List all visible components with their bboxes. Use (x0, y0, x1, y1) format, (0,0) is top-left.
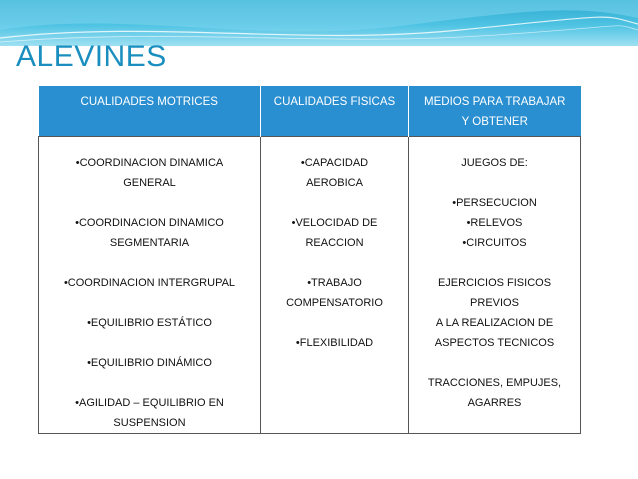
list-item: •COORDINACION DINAMICA (75, 157, 224, 169)
header-physical-qualities-label: CUALIDADES FISICAS (273, 96, 396, 108)
list-item: GENERAL (123, 177, 176, 189)
header-means-line1: MEDIOS PARA TRABAJAR (424, 96, 566, 108)
motor-qualities-cell (39, 137, 261, 434)
spacer (413, 253, 576, 273)
list-item: COMPENSATORIO (286, 297, 383, 309)
header-motor-qualities (39, 86, 261, 137)
list-item: •EQUILIBRIO DINÁMICO (87, 357, 212, 369)
header-physical-qualities (261, 86, 409, 137)
list-item: EJERCICIOS FISICOS PREVIOS (437, 277, 552, 309)
list-item: SEGMENTARIA (109, 237, 190, 249)
list-item: A LA REALIZACION DE (435, 317, 554, 329)
spacer (265, 193, 404, 213)
header-motor-qualities-label: CUALIDADES MOTRICES (80, 96, 218, 108)
list-item: •TRABAJO (307, 277, 362, 289)
slide-title: ALEVINES (16, 40, 167, 73)
spacer (43, 253, 256, 273)
list-item: •COORDINACION INTERGRUPAL (63, 277, 236, 289)
list-item: TRACCIONES, EMPUJES, (427, 377, 562, 389)
spacer (413, 353, 576, 373)
spacer (43, 293, 256, 313)
table-header-row (39, 86, 581, 137)
list-item: •FLEXIBILIDAD (295, 337, 374, 349)
spacer (43, 373, 256, 393)
spacer (43, 193, 256, 213)
physical-qualities-cell (261, 137, 409, 434)
list-item: •EQUILIBRIO ESTÁTICO (87, 317, 212, 329)
qualities-table (38, 86, 581, 434)
list-item: •AGILIDAD – EQUILIBRIO EN (75, 397, 224, 409)
list-item: AGARRES (467, 397, 522, 409)
list-item: •CAPACIDAD (300, 157, 369, 169)
means-cell (409, 137, 581, 434)
list-item: •RELEVOS (466, 217, 523, 229)
list-item: REACCION (305, 237, 364, 249)
header-means-line2: Y OBTENER (461, 116, 528, 128)
list-item: •CIRCUITOS (462, 237, 527, 249)
list-item: JUEGOS DE: (461, 157, 528, 169)
list-item: •COORDINACION DINAMICO (75, 217, 224, 229)
table-body-row (39, 137, 581, 434)
list-item: •VELOCIDAD DE (291, 217, 378, 229)
list-item: SUSPENSION (113, 417, 186, 429)
list-item: ASPECTOS TECNICOS (434, 337, 555, 349)
spacer (413, 173, 576, 193)
spacer (265, 253, 404, 273)
list-item: AEROBICA (306, 177, 363, 189)
list-item: •PERSECUCION (452, 197, 537, 209)
spacer (43, 333, 256, 353)
header-means (409, 86, 581, 137)
spacer (265, 313, 404, 333)
